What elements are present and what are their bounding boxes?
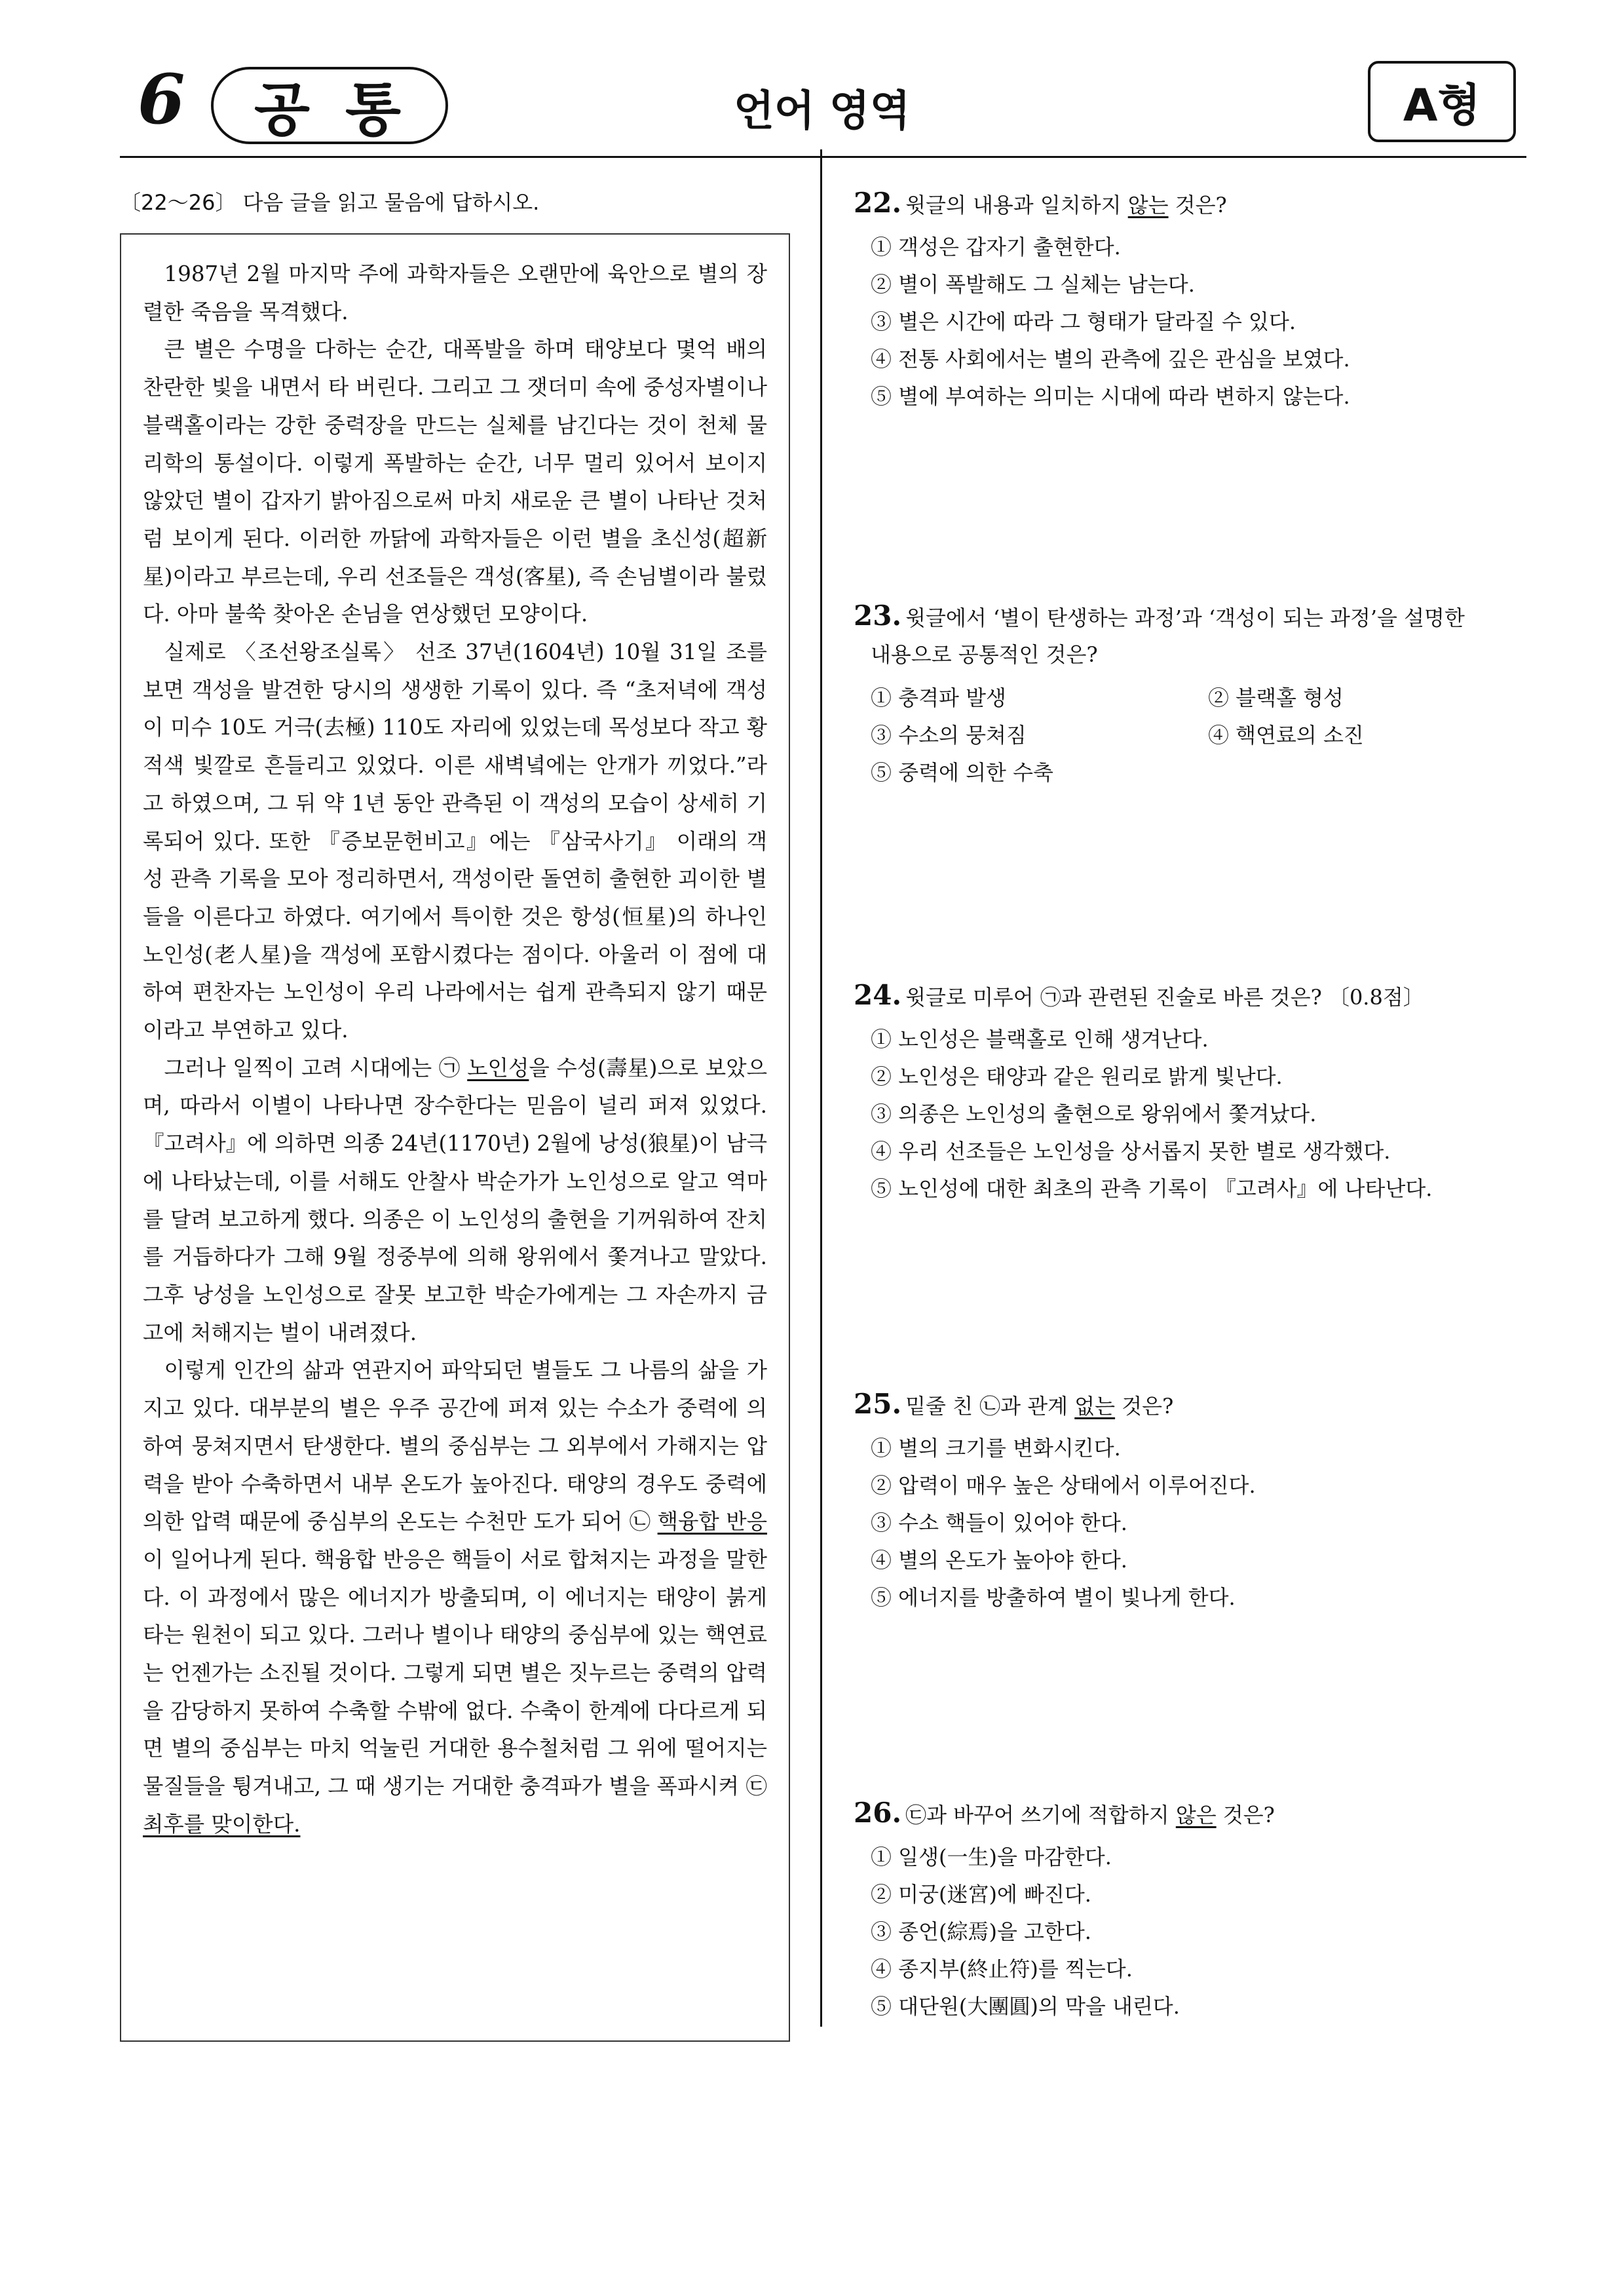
stem-text: 윗글의 내용과 일치하지 xyxy=(905,193,1128,218)
question-23 xyxy=(854,598,1528,792)
answer-option[interactable]: ⑤ 에너지를 방출하여 별이 빛나게 한다. xyxy=(871,1585,1236,1610)
answer-option[interactable]: ② 노인성은 태양과 같은 원리로 밝게 빛난다. xyxy=(871,1064,1283,1089)
question-number: 26. xyxy=(854,1797,902,1829)
page-title: 언어 영역 xyxy=(734,87,911,136)
question-25 xyxy=(854,1386,1528,1617)
passage-paragraph xyxy=(143,1050,767,1352)
header-divider xyxy=(120,156,1526,158)
passage-paragraph: 큰 별은 수명을 다하는 순간, 대폭발을 하며 태양보다 몇억 배의 찬란한 빛을 내면서 타 버린다. 그리고 그 잿더미 속에 중성자별이나 블랙홀이라는 강한 중력장을 만드는 실체를 남긴다는 것이 천체 물리학의 통설이다. 이렇게 폭발하는 순간, 너무 멀리 있어서 보이지 않았던 별이 갑자기 밝아짐으로써 마치 새로운 큰 별이 나타난 것처럼 보이게 된다. 이러한 까닭에 과학자들은 이런 별을 초신성(超新星)이라고 부르는데, 우리 선조들은 객성(客星), 즉 손님별이라 불렀다. 아마 불쑥 찾아온 손님을 연상했던 모양이다. xyxy=(143,337,767,627)
answer-option[interactable]: ① 별의 크기를 변화시킨다. xyxy=(871,1436,1121,1461)
question-24 xyxy=(854,977,1528,1208)
stem-text: 것은? xyxy=(1168,193,1227,218)
option-row xyxy=(854,717,1528,754)
stem-underline: 없는 xyxy=(1074,1394,1116,1419)
answer-option[interactable]: ① 객성은 갑자기 출현한다. xyxy=(871,235,1121,259)
answer-option[interactable]: ⑤ 중력에 의한 수축 xyxy=(871,760,1053,785)
answer-option[interactable]: ⑤ 별에 부여하는 의미는 시대에 따라 변하지 않는다. xyxy=(871,384,1350,409)
stem-text: 것은? xyxy=(1216,1803,1275,1827)
passage-text: 을 수성(壽星)으로 보았으며, 따라서 이별이 나타나면 장수한다는 믿음이 널리 퍼져 있었다. 『고려사』에 의하면 의종 24년(1170년) 2월에 낭성(狼星)이 남극에 나타났는데, 이를 서해도 안찰사 박순가가 노인성으로 알고 역마를 달려 보고하게 했다. 의종은 이 노인성의 출현을 기꺼워하여 잔치를 거듭하다가 그해 9월 정중부에 의해 왕위에서 쫓겨나고 말았다. 그후 낭성을 노인성으로 잘못 보고한 박순가에게는 그 자손까지 금고에 처해지는 벌이 내려졌다. xyxy=(143,1055,767,1345)
answer-option[interactable]: ③ 의종은 노인성의 출현으로 왕위에서 쫓겨났다. xyxy=(871,1101,1317,1126)
question-stem xyxy=(854,1386,1528,1425)
answer-option[interactable]: ② 압력이 매우 높은 상태에서 이루어진다. xyxy=(871,1473,1256,1498)
question-number: 25. xyxy=(854,1388,902,1420)
answer-option[interactable]: ① 노인성은 블랙홀로 인해 생겨난다. xyxy=(871,1027,1209,1052)
form-type-badge: A형 xyxy=(1368,61,1516,142)
column-divider xyxy=(820,149,822,2027)
answer-option[interactable]: ③ 별은 시간에 따라 그 형태가 달라질 수 있다. xyxy=(871,309,1296,334)
passage-paragraph xyxy=(143,1352,767,1843)
section-instruction: 〔22～26〕 다음 글을 읽고 물음에 답하시오. xyxy=(120,190,540,215)
answer-option[interactable]: ② 미궁(迷宮)에 빠진다. xyxy=(871,1882,1091,1907)
answer-option[interactable]: ① 일생(一生)을 마감한다. xyxy=(871,1845,1112,1869)
question-stem xyxy=(854,1795,1528,1833)
question-number: 23. xyxy=(854,600,902,632)
answer-option[interactable]: ④ 핵연료의 소진 xyxy=(1208,723,1364,748)
answer-option[interactable]: ④ 별의 온도가 높아야 한다. xyxy=(871,1548,1127,1573)
subject-char-2: 통 xyxy=(345,76,402,144)
answer-option[interactable]: ③ 수소 핵들이 있어야 한다. xyxy=(871,1510,1127,1535)
passage-text: 그러나 일찍이 고려 시대에는 ㉠ xyxy=(164,1055,468,1081)
stem-underline: 않는 xyxy=(1127,193,1169,218)
question-26 xyxy=(854,1795,1528,2025)
stem-text: ㉢과 바꾸어 쓰기에 적합하지 xyxy=(905,1803,1176,1827)
stem-text: 윗글로 미루어 ㉠과 관련된 진술로 바른 것은? 〔0.8점〕 xyxy=(905,985,1424,1010)
question-number: 22. xyxy=(854,187,902,219)
passage-text: 이 일어나게 된다. 핵융합 반응은 핵들이 서로 합쳐지는 과정을 말한다. 이 과정에서 많은 에너지가 방출되며, 이 에너지는 태양이 붉게 타는 원천이 되고 있다. 그러나 별이나 태양의 중심부에 있는 핵연료는 언젠가는 소진될 것이다. 그렇게 되면 별은 짓누르는 중력의 압력을 감당하지 못하여 수축할 수밖에 없다. 수축이 한계에 다다르게 되면 별의 중심부는 마치 억눌린 거대한 용수철처럼 그 위에 떨어지는 물질들을 튕겨내고, 그 때 생기는 거대한 충격파가 별을 폭파시켜 ㉢ xyxy=(143,1546,767,1799)
answer-option[interactable]: ⑤ 노인성에 대한 최초의 관측 기록이 『고려사』에 나타난다. xyxy=(871,1176,1433,1201)
reading-passage xyxy=(120,233,790,2042)
answer-option[interactable]: ② 별이 폭발해도 그 실체는 남는다. xyxy=(871,272,1195,297)
answer-option[interactable]: ④ 전통 사회에서는 별의 관측에 깊은 관심을 보였다. xyxy=(871,347,1350,372)
stem-text: 밑줄 친 ㉡과 관계 xyxy=(905,1394,1075,1419)
underlined-term-b: 핵융합 반응 xyxy=(657,1509,767,1535)
stem-text: 것은? xyxy=(1115,1394,1174,1419)
underlined-term-c: 최후를 맞이한다. xyxy=(143,1811,301,1837)
answer-option[interactable]: ④ 종지부(終止符)를 찍는다. xyxy=(871,1957,1133,1981)
question-number: 24. xyxy=(854,979,902,1011)
passage-paragraph: 실제로 〈조선왕조실록〉 선조 37년(1604년) 10월 31일 조를 보면 객성을 발견한 당시의 생생한 기록이 있다. 즉 “초저녁에 객성이 미수 10도 거극(去極) 110도 자리에 있었는데 목성보다 작고 황적색 빛깔로 흔들리고 있었다. 이른 새벽녘에는 안개가 끼었다.”라고 하였으며, 그 뒤 약 1년 동안 관측된 이 객성의 모습이 상세히 기록되어 있다. 또한 『증보문헌비고』에는 『삼국사기』 이래의 객성 관측 기록을 모아 정리하면서, 객성이란 돌연히 출현한 괴이한 별들을 이른다고 하였다. 여기에서 특이한 것은 항성(恒星)의 하나인 노인성(老人星)을 객성에 포함시켰다는 점이다. 아울러 이 점에 대하여 편찬자는 노인성이 우리 나라에서는 쉽게 관측되지 않기 때문이라고 부연하고 있다. xyxy=(143,640,767,1043)
question-stem xyxy=(854,185,1528,223)
answer-option[interactable]: ④ 우리 선조들은 노인성을 상서롭지 못한 별로 생각했다. xyxy=(871,1139,1391,1164)
underlined-term-a: 노인성 xyxy=(467,1055,529,1081)
option-row xyxy=(854,679,1528,717)
stem-text: 윗글에서 ‘별이 탄생하는 과정’과 ‘객성이 되는 과정’을 설명한 xyxy=(905,605,1465,630)
subject-char-1: 공 xyxy=(254,76,312,144)
subject-badge xyxy=(211,67,448,144)
question-stem xyxy=(854,977,1528,1016)
passage-paragraph: 1987년 2월 마지막 주에 과학자들은 오랜만에 육안으로 별의 장렬한 죽음을 목격했다. xyxy=(143,261,767,324)
answer-option[interactable]: ③ 종언(綜焉)을 고한다. xyxy=(871,1919,1091,1944)
question-stem xyxy=(854,598,1528,636)
answer-option[interactable]: ③ 수소의 뭉쳐짐 xyxy=(871,723,1027,748)
answer-option[interactable]: ① 충격파 발생 xyxy=(871,685,1006,710)
page-number: 6 xyxy=(138,59,185,140)
question-22 xyxy=(854,185,1528,415)
answer-option[interactable]: ② 블랙홀 형성 xyxy=(1208,685,1344,710)
stem-underline: 않은 xyxy=(1175,1803,1217,1827)
passage-text: 이렇게 인간의 삶과 연관지어 파악되던 별들도 그 나름의 삶을 가지고 있다. 대부분의 별은 우주 공간에 퍼져 있는 수소가 중력에 의하여 뭉쳐지면서 탄생한다. 별의 중심부는 그 외부에서 가해지는 압력을 받아 수축하면서 내부 온도가 높아진다. 태양의 경우도 중력에 의한 압력 때문에 중심부의 온도는 수천만 도가 되어 ㉡ xyxy=(143,1358,767,1535)
stem-text: 내용으로 공통적인 것은? xyxy=(871,642,1098,667)
answer-option[interactable]: ⑤ 대단원(大團圓)의 막을 내린다. xyxy=(871,1994,1180,2019)
